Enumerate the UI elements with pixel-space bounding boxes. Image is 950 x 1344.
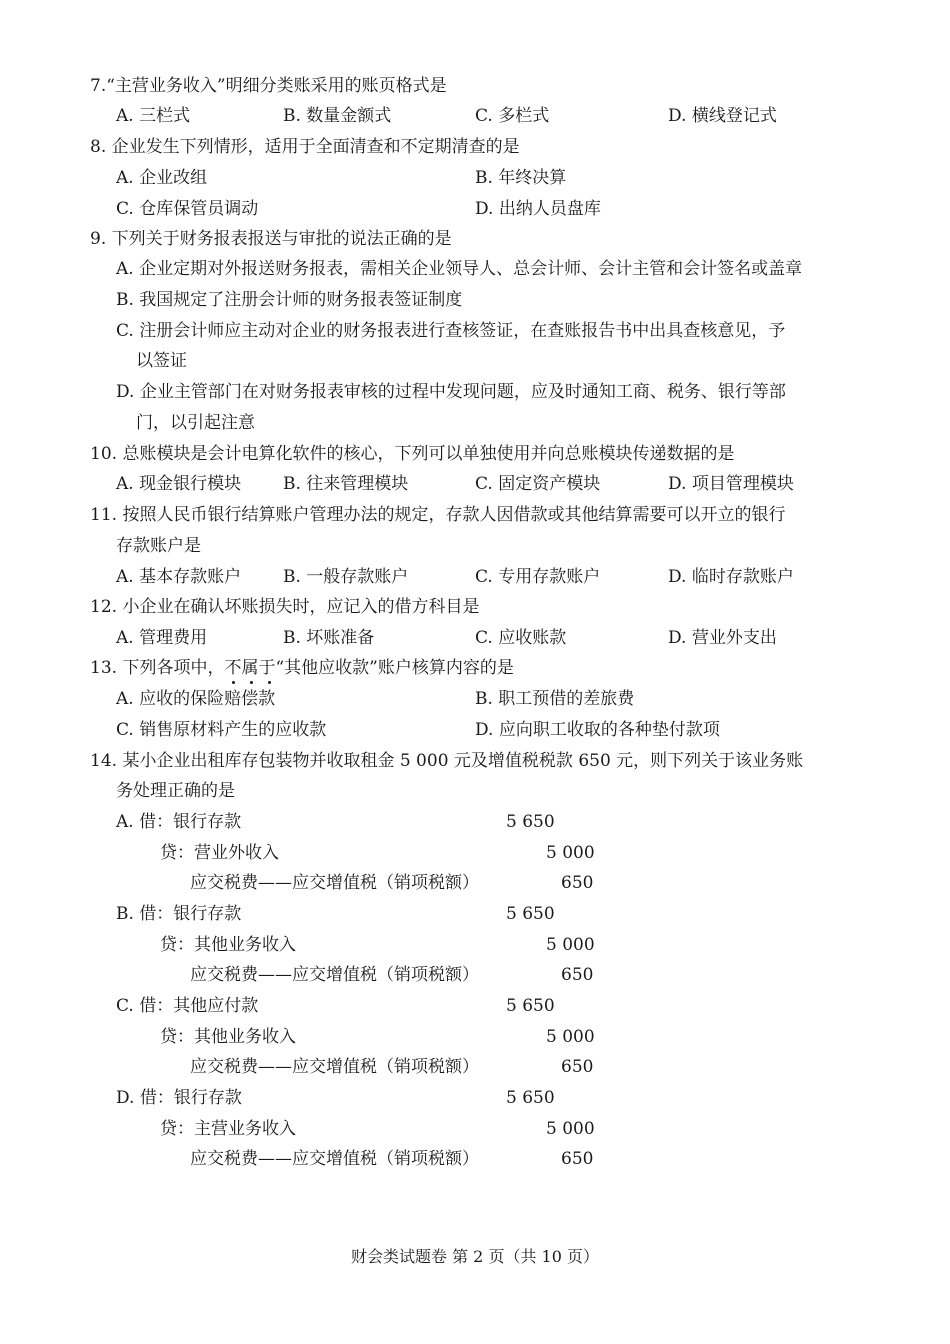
question-12-option-d: D. 营业外支出 xyxy=(668,628,777,648)
question-10-option-c: C. 固定资产模块 xyxy=(475,474,601,494)
emphasis-dot xyxy=(268,681,271,684)
question-7-option-a: A. 三栏式 xyxy=(116,106,191,126)
question-7-stem: 7.“主营业务收入”明细分类账采用的账页格式是 xyxy=(90,76,447,96)
question-13-option-d: D. 应向职工收取的各种垫付款项 xyxy=(475,720,720,740)
question-12-option-b: B. 坏账准备 xyxy=(283,628,375,648)
question-8-option-a: A. 企业改组 xyxy=(116,168,208,188)
question-12-option-a: A. 管理费用 xyxy=(116,628,208,648)
question-13-stem: 13. 下列各项中，不属于“其他应收款”账户核算内容的是 xyxy=(90,658,514,678)
emphasis-dot xyxy=(250,681,253,684)
question-11-option-d: D. 临时存款账户 xyxy=(668,567,794,587)
question-11-option-b: B. 一般存款账户 xyxy=(283,567,409,587)
question-8-stem: 8. 企业发生下列情形，适用于全面清查和不定期清查的是 xyxy=(90,137,520,157)
question-7-option-d: D. 横线登记式 xyxy=(668,106,777,126)
entry-a-credit2-amount: 650 xyxy=(561,873,594,893)
entry-c-debit: C. 借：其他应付款 xyxy=(116,996,259,1016)
question-7-option-b: B. 数量金额式 xyxy=(283,106,392,126)
entry-b-credit2-amount: 650 xyxy=(561,965,594,985)
question-9-option-d-line2: 门，以引起注意 xyxy=(136,413,255,433)
question-10-option-b: B. 往来管理模块 xyxy=(283,474,409,494)
entry-d-credit1: 贷：主营业务收入 xyxy=(160,1119,296,1139)
emphasis-dot xyxy=(232,681,235,684)
entry-b-debit: B. 借：银行存款 xyxy=(116,904,242,924)
entry-c-credit2-amount: 650 xyxy=(561,1057,594,1077)
question-11-option-a: A. 基本存款账户 xyxy=(116,567,242,587)
question-10-stem: 10. 总账模块是会计电算化软件的核心，下列可以单独使用并向总账模块传递数据的是 xyxy=(90,444,735,464)
entry-a-debit-amount: 5 650 xyxy=(506,812,555,832)
entry-b-credit2: 应交税费——应交增值税（销项税额） xyxy=(190,965,479,985)
entry-d-debit-amount: 5 650 xyxy=(506,1088,555,1108)
entry-d-credit2-amount: 650 xyxy=(561,1149,594,1169)
entry-c-credit2: 应交税费——应交增值税（销项税额） xyxy=(190,1057,479,1077)
entry-d-debit: D. 借：银行存款 xyxy=(116,1088,242,1108)
entry-c-credit1: 贷：其他业务收入 xyxy=(160,1027,296,1047)
question-9-option-d-line1: D. 企业主管部门在对财务报表审核的过程中发现问题，应及时通知工商、税务、银行等部 xyxy=(116,382,786,402)
question-13-option-b: B. 职工预借的差旅费 xyxy=(475,689,635,709)
entry-b-debit-amount: 5 650 xyxy=(506,904,555,924)
question-7-option-c: C. 多栏式 xyxy=(475,106,550,126)
question-8-option-b: B. 年终决算 xyxy=(475,168,567,188)
entry-b-credit1-amount: 5 000 xyxy=(546,935,595,955)
question-13-option-c: C. 销售原材料产生的应收款 xyxy=(116,720,327,740)
question-11-option-c: C. 专用存款账户 xyxy=(475,567,601,587)
question-11-stem-line1: 11. 按照人民币银行结算账户管理办法的规定，存款人因借款或其他结算需要可以开立的银行 xyxy=(90,505,786,525)
page-footer: 财会类试题卷 第 2 页（共 10 页） xyxy=(351,1247,599,1266)
entry-a-debit: A. 借：银行存款 xyxy=(116,812,242,832)
entry-a-credit2: 应交税费——应交增值税（销项税额） xyxy=(190,873,479,893)
entry-d-credit1-amount: 5 000 xyxy=(546,1119,595,1139)
question-9-option-b: B. 我国规定了注册会计师的财务报表签证制度 xyxy=(116,290,463,310)
question-12-option-c: C. 应收账款 xyxy=(475,628,567,648)
question-14-stem-line1: 14. 某小企业出租库存包装物并收取租金 5 000 元及增值税税款 650 元，则下列关于该业务账 xyxy=(90,751,804,771)
question-12-stem: 12. 小企业在确认坏账损失时，应记入的借方科目是 xyxy=(90,597,480,617)
question-9-option-c-line2: 以签证 xyxy=(136,351,187,371)
entry-a-credit1: 贷：营业外收入 xyxy=(160,843,279,863)
entry-c-credit1-amount: 5 000 xyxy=(546,1027,595,1047)
entry-c-debit-amount: 5 650 xyxy=(506,996,555,1016)
question-10-option-a: A. 现金银行模块 xyxy=(116,474,242,494)
question-9-option-c-line1: C. 注册会计师应主动对企业的财务报表进行查核签证，在查账报告书中出具查核意见，予 xyxy=(116,321,786,341)
question-14-stem-line2: 务处理正确的是 xyxy=(116,781,235,801)
question-9-stem: 9. 下列关于财务报表报送与审批的说法正确的是 xyxy=(90,229,452,249)
entry-a-credit1-amount: 5 000 xyxy=(546,843,595,863)
question-13-option-a: A. 应收的保险赔偿款 xyxy=(116,689,276,709)
question-8-option-d: D. 出纳人员盘库 xyxy=(475,199,601,219)
question-8-option-c: C. 仓库保管员调动 xyxy=(116,199,259,219)
entry-b-credit1: 贷：其他业务收入 xyxy=(160,935,296,955)
question-10-option-d: D. 项目管理模块 xyxy=(668,474,794,494)
question-9-option-a: A. 企业定期对外报送财务报表，需相关企业领导人、总会计师、会计主管和会计签名或盖章 xyxy=(116,259,803,279)
question-11-stem-line2: 存款账户是 xyxy=(116,536,201,556)
entry-d-credit2: 应交税费——应交增值税（销项税额） xyxy=(190,1149,479,1169)
